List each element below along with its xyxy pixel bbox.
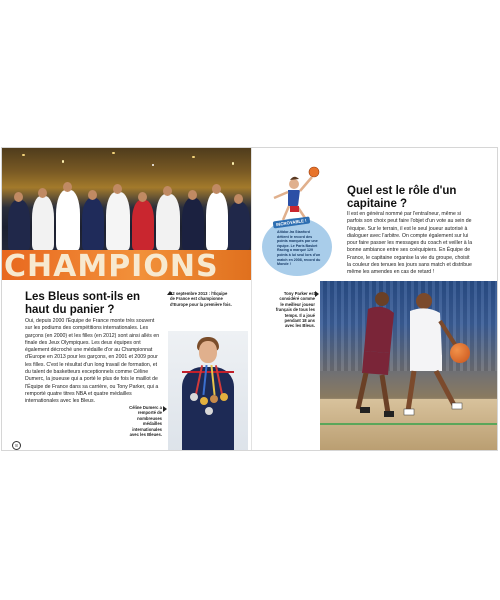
left-heading: Les Bleus sont-ils en haut du panier ?	[25, 291, 141, 316]
book-spread	[1, 147, 498, 451]
caption-september: 22 septembre 2013 : l'Équipe de France est championne d'Europe pour la première fois.	[170, 291, 232, 307]
banner-text: CHAMPIONS	[4, 250, 219, 280]
basketball-icon	[450, 343, 470, 363]
caption-arrow-icon	[163, 406, 167, 412]
caption-arrow-icon	[315, 291, 319, 297]
caption-tony: Tony Parker est considéré comme le meilleur joueur français de tous les temps. Il a joué pendant 18 ans avec les Bleus.	[275, 291, 315, 329]
celine-dumerc-photo	[168, 331, 248, 451]
champions-banner	[2, 250, 251, 280]
left-body-text: Oui, depuis 2000 l'Équipe de France monte très souvent sur les podiums des compétitions internationales. Les garçons (en 2000) et les filles (en 2012) sont ainsi allés en finale des Jeux Olympiques. Les deux équipes ont également décroché une médaille d'or au Championnat d'Europe en 2013 pour les garçons, en 2001 et 2009 pour les filles. C'est le résultat d'un long travail de formation, et du talent de basketteurs exceptionnels comme Céline Dumerc, la joueuse qui a porté le plus de fois le maillot de l'Équipe de France dans sa carrière, ou Tony Parker, qui a remporté quatre titres NBA et quatre médailles internationales avec les Bleus.	[25, 318, 160, 405]
caption-celine: Céline Dumerc a remporté de nombreuses médailles internationales avec les Bleues.	[129, 405, 162, 438]
champions-photo	[2, 148, 251, 280]
fun-fact-text: Altidor-Ira Stanford détient le record des points marqués par une équipe. Le Paris Basket Racing a marqué 129 points à lui seul lors d'un match en 2008, record du Monde !	[277, 230, 321, 267]
tony-parker-photo	[320, 281, 498, 451]
page-number: 8	[12, 441, 21, 450]
page-gutter	[251, 148, 252, 450]
right-heading: Quel est le rôle d'un capitaine ?	[347, 185, 457, 210]
right-body-text: Il est en général nommé par l'entraîneur, même si parfois son choix peut faire l'objet d'un vote au sein de l'équipe. Sur le terrain, il est le seul joueur autorisé à dialoguer avec l'arbitre. On compte également sur lui pour faire passer les messages du coach et veiller à la bonne ambiance entre ses coéquipiers. En Équipe de France, le capitaine organise la vie du groupe, choisit la couleur des tenues les jours sans match et distribue même les amendes en cas de retard !	[347, 211, 473, 276]
fun-fact-title: INCROYABLE !	[273, 216, 310, 228]
